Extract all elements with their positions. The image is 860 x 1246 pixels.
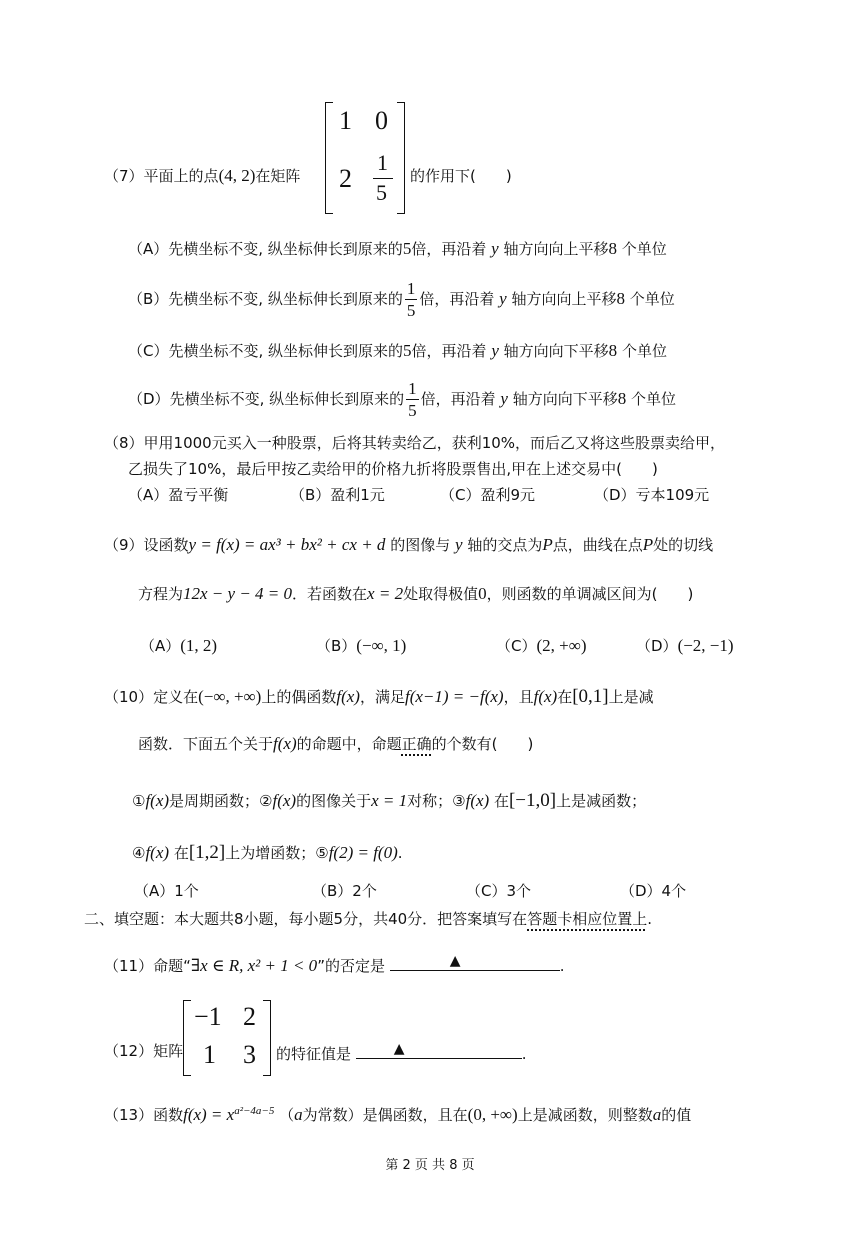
q13: （13）函数$f(x) = x^{a^2-4a-5}$ （a为常数）是偶函数，且在(0, +∞)上是减函数，则整数a的值 — [104, 1105, 692, 1124]
q11: （11）命题“∃x ∈ R, x² + 1 < 0”的否定是 ▲ . — [104, 953, 565, 975]
q10-option-d: （D）4个 — [620, 882, 687, 900]
q7-option-a: （A）先横坐标不变, 纵坐标伸长到原来的5倍，再沿着 y 轴方向向上平移8 个单位 — [128, 239, 667, 258]
matrix-cell: 3 — [243, 1040, 256, 1069]
q9-option-c: （C）(2, +∞) — [496, 636, 587, 655]
matrix-cell: 1 — [377, 150, 388, 175]
triangle-marker-icon: ▲ — [449, 953, 461, 969]
q9-option-d: （D）(−2, −1) — [636, 636, 734, 655]
q7-option-d: （D）先横坐标不变, 纵坐标伸长到原来的 $\frac{1}{5}$ 倍，再沿着 y 轴方向向下平移8 个单位 — [128, 379, 677, 420]
q8-line-1: （8）甲用1000元买入一种股票，后将其转卖给乙，获利10%，而后乙又将这些股票卖给甲， — [104, 434, 726, 452]
answer-blank[interactable] — [390, 952, 560, 971]
matrix-cell: 0 — [375, 106, 388, 135]
q10-option-c: （C）3个 — [466, 882, 532, 900]
triangle-marker-icon: ▲ — [393, 1041, 405, 1057]
q12-matrix — [183, 1000, 271, 1076]
q10-statements-1: ①f(x)是周期函数；②f(x)的图像关于x = 1对称；③f(x) 在[−1,0]上是减函数； — [132, 790, 647, 811]
q12-rest: 的特征值是 ▲ . — [276, 1041, 527, 1063]
matrix-cell: 1 — [339, 106, 352, 135]
q12-label: （12）矩阵 — [104, 1042, 184, 1060]
q8-line-2: 乙损失了10%，最后甲按乙卖给甲的价格九折将股票售出,甲在上述交易中( ) — [128, 460, 658, 478]
q9-option-b: （B）(−∞, 1) — [316, 636, 407, 655]
q10-option-b: （B）2个 — [312, 882, 377, 900]
matrix-cell: 5 — [376, 180, 387, 205]
matrix-cell: 1 — [203, 1040, 216, 1069]
q10-statements-2: ④f(x) 在[1,2]上为增函数；⑤f(2) = f(0). — [132, 842, 403, 863]
q9-line-2: 方程为12x − y − 4 = 0．若函数在x = 2处取得极值0，则函数的单调减区间为( ) — [138, 584, 694, 603]
q7-post: 的作用下( ) — [410, 167, 512, 185]
q10-line-1: （10）定义在(−∞, +∞)上的偶函数f(x)，满足f(x−1) = −f(x)，且f(x)在[0,1]上是减 — [104, 686, 654, 707]
matrix-cell: 2 — [339, 164, 352, 193]
answer-blank[interactable] — [356, 1040, 522, 1059]
q7-matrix — [325, 102, 405, 214]
q7-option-b: （B）先横坐标不变, 纵坐标伸长到原来的 $\frac{1}{5}$ 倍，再沿着 y 轴方向向上平移8 个单位 — [128, 279, 675, 320]
matrix-cell: −1 — [194, 1002, 222, 1031]
q8-option-a: （A）盈亏平衡 — [128, 486, 229, 504]
q9-line-1: （9）设函数y = f(x) = ax³ + bx² + cx + d 的图像与 y 轴的交点为P点，曲线在点P处的切线 — [104, 535, 714, 554]
section-heading: 二、填空题：本大题共8小题，每小题5分，共40分．把答案填写在答题卡相应位置上. — [84, 910, 652, 928]
q7-option-c: （C）先横坐标不变, 纵坐标伸长到原来的5倍，再沿着 y 轴方向向下平移8 个单位 — [128, 341, 667, 360]
q8-option-b: （B）盈利1元 — [290, 486, 385, 504]
q8-option-c: （C）盈利9元 — [440, 486, 536, 504]
q10-option-a: （A）1个 — [134, 882, 199, 900]
matrix-cell: 2 — [243, 1002, 256, 1031]
page-footer: 第 2 页 共 8 页 — [385, 1158, 475, 1173]
q7-stem: （7）平面上的点(4, 2)在矩阵 — [104, 166, 301, 185]
q9-option-a: （A）(1, 2) — [140, 636, 218, 655]
q8-option-d: （D）亏本109元 — [594, 486, 710, 504]
q10-line-2: 函数．下面五个关于f(x)的命题中，命题正确的个数有( ) — [138, 734, 534, 753]
